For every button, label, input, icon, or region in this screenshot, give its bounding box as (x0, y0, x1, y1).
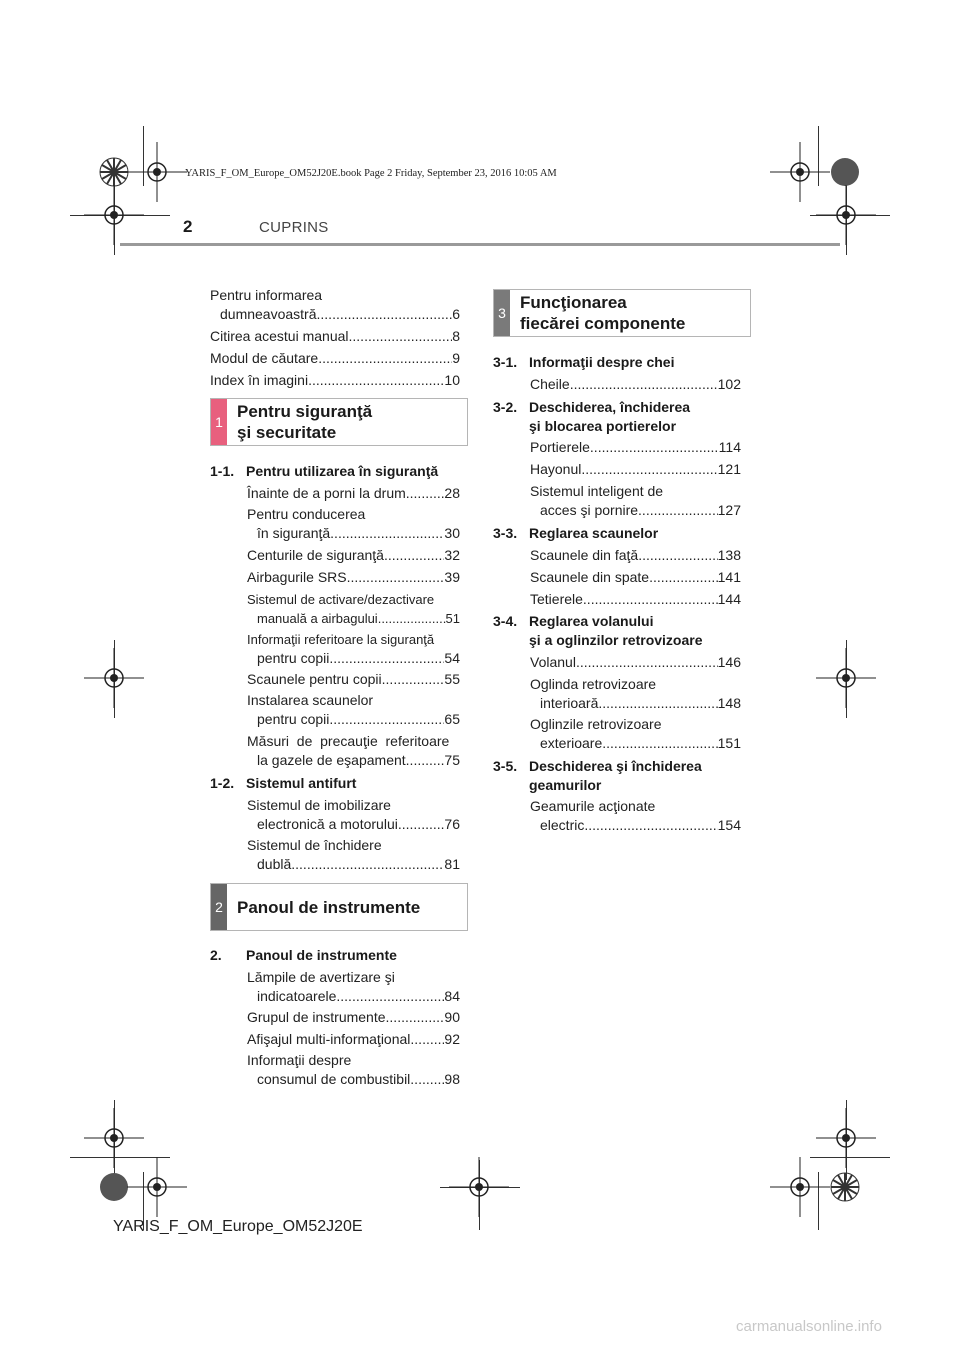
toc-entry-intro-index[interactable]: Index în imagini ..... 10 (210, 371, 460, 390)
section-box-2[interactable] (210, 883, 468, 931)
toc-subheading-1-1[interactable]: 1-1. Pentru utilizarea în siguranţă (210, 463, 439, 479)
toc-subheading-3-2[interactable]: 3-2. Deschiderea, închiderea şi blocarea portierelor (493, 399, 691, 434)
toc-entry[interactable]: Cheile ..... 102 (530, 375, 741, 394)
section-box-1[interactable] (210, 398, 468, 446)
toc-entry[interactable]: Sistemul de imobilizare electronică a motorului ..... 76 (247, 796, 460, 834)
toc-entry-intro-info[interactable]: Pentru informarea dumneavoastră ..... 6 (210, 286, 460, 324)
toc-entry[interactable]: Afişajul multi-informaţional ..... 92 (247, 1030, 460, 1049)
section-tab-2: 2 (211, 884, 227, 930)
toc-entry[interactable]: Înainte de a porni la drum ..... 28 (247, 484, 460, 503)
toc-subheading-1-2[interactable]: 1-2. Sistemul antifurt (210, 775, 357, 791)
book-info-header: YARIS_F_OM_Europe_OM52J20E.book Page 2 Friday, September 23, 2016 10:05 AM (185, 168, 557, 179)
toc-entry[interactable]: Lămpile de avertizare şi indicatoarele ..... 84 (247, 968, 460, 1006)
page-section-title: CUPRINS (259, 219, 329, 236)
page-number: 2 (183, 217, 193, 236)
toc-entry[interactable]: Scaunele pentru copii ..... 55 (247, 670, 460, 689)
toc-entry[interactable]: Centurile de siguranţă ..... 32 (247, 546, 460, 565)
toc-entry[interactable]: Grupul de instrumente ..... 90 (247, 1008, 460, 1027)
toc-subheading-3-4[interactable]: 3-4. Reglarea volanului şi a oglinzilor retrovizoare (493, 613, 703, 648)
toc-entry[interactable]: Airbagurile SRS ..... 39 (247, 568, 460, 587)
section-title-1-line1: Pentru siguranţă (237, 402, 373, 421)
toc-entry[interactable]: Măsuri de precauţie referitoare la gazele de eşapament ..... 75 (247, 732, 460, 770)
section-box-3[interactable] (493, 289, 751, 337)
toc-entry[interactable]: Oglinzile retrovizoare exterioare ..... 151 (530, 715, 741, 753)
toc-entry[interactable]: Scaunele din faţă ..... 138 (530, 546, 741, 565)
toc-entry[interactable]: Tetierele ..... 144 (530, 590, 741, 609)
toc-entry[interactable]: Oglinda retrovizoare interioară ..... 148 (530, 675, 741, 713)
toc-entry-intro-search[interactable]: Modul de căutare ..... 9 (210, 349, 460, 368)
toc-entry[interactable]: Volanul ..... 146 (530, 653, 741, 672)
toc-entry[interactable]: Sistemul inteligent de acces şi pornire ..... 127 (530, 482, 741, 520)
section-title-3-line1: Funcţionarea (520, 293, 627, 312)
section-title-1-line2: şi securitate (237, 423, 337, 442)
section-title-2: Panoul de instrumente (237, 897, 421, 917)
section-tab-3: 3 (494, 290, 510, 336)
toc-entry[interactable]: Informaţii referitoare la siguranţă pentru copii ..... 54 (247, 630, 460, 668)
toc-subheading-3-5[interactable]: 3-5. Deschiderea şi închiderea geamurilor (493, 758, 702, 793)
toc-entry[interactable]: Scaunele din spate ..... 141 (530, 568, 741, 587)
toc-entry[interactable]: Informaţii despre consumul de combustibil ..... 98 (247, 1051, 460, 1089)
toc-subheading-3-1[interactable]: 3-1. Informaţii despre chei (493, 354, 675, 370)
watermark: carmanualsonline.info (736, 1318, 882, 1335)
section-tab-1: 1 (211, 399, 227, 445)
document-code: YARIS_F_OM_Europe_OM52J20E (113, 1218, 363, 1235)
toc-entry[interactable]: Sistemul de activare/dezactivare manuală a airbagului ..... 51 (247, 590, 460, 628)
header-rule (120, 243, 840, 246)
toc-subheading-2[interactable]: 2. Panoul de instrumente (210, 947, 397, 963)
toc-entry[interactable]: Sistemul de închidere dublă ..... 81 (247, 836, 460, 874)
toc-entry[interactable]: Pentru conducerea în siguranţă ..... 30 (247, 505, 460, 543)
toc-entry[interactable]: Instalarea scaunelor pentru copii ..... 65 (247, 691, 460, 729)
toc-entry-intro-reading[interactable]: Citirea acestui manual ..... 8 (210, 327, 460, 346)
toc-subheading-3-3[interactable]: 3-3. Reglarea scaunelor (493, 525, 659, 541)
section-title-3-line2: fiecărei componente (520, 314, 686, 333)
toc-entry[interactable]: Hayonul ..... 121 (530, 460, 741, 479)
toc-entry[interactable]: Geamurile acţionate electric ..... 154 (530, 797, 741, 835)
toc-entry[interactable]: Portierele ..... 114 (530, 438, 741, 457)
